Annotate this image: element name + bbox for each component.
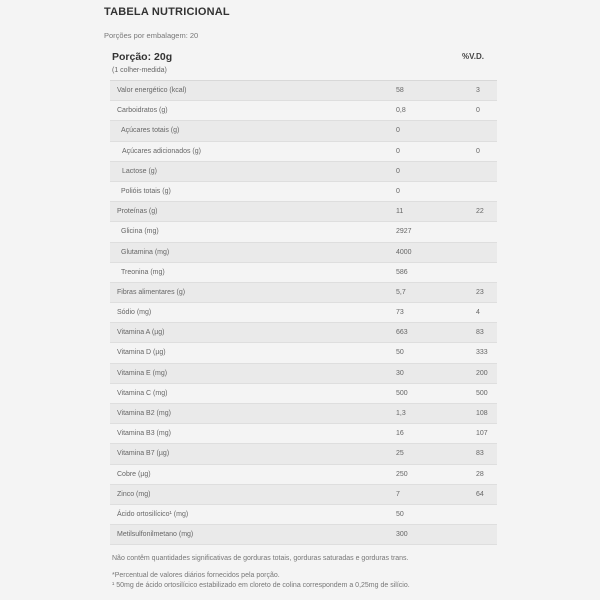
nutrient-name: Vitamina B2 (mg)	[117, 410, 171, 417]
table-row	[110, 283, 497, 303]
table-row	[110, 81, 497, 101]
daily-value-header: %V.D.	[462, 52, 484, 61]
table-row	[110, 384, 497, 404]
nutrient-name: Vitamina B3 (mg)	[117, 430, 171, 438]
table-row	[110, 263, 497, 283]
nutrient-amount: 1,3	[396, 410, 406, 417]
nutrient-amount: 25	[396, 450, 404, 458]
nutrient-amount: 2927	[396, 228, 412, 236]
nutrient-name: Sódio (mg)	[117, 309, 152, 317]
servings-per-package: Porções por embalagem: 20	[104, 31, 199, 40]
table-row	[110, 121, 497, 141]
nutrient-name: Vitamina E (mg)	[117, 369, 168, 377]
nutrient-name: Açúcares adicionados (g)	[122, 147, 201, 155]
nutrient-amount: 0	[396, 127, 400, 135]
table-row	[110, 323, 497, 343]
nutrient-amount: 500	[396, 389, 408, 397]
nutrient-daily-value: 107	[476, 430, 488, 438]
nutrient-amount: 4000	[396, 248, 412, 256]
nutrient-amount: 663	[396, 329, 408, 337]
nutrient-name: Polióis totais (g)	[121, 187, 171, 195]
nutrient-name: Carboidratos (g)	[117, 107, 168, 115]
nutrient-daily-value: 200	[476, 369, 488, 377]
nutrient-daily-value: 4	[476, 309, 480, 317]
nutrient-name: Zinco (mg)	[117, 490, 151, 498]
nutrient-daily-value: 28	[476, 470, 484, 478]
nutrient-daily-value: 83	[476, 450, 484, 458]
nutrient-amount: 11	[396, 208, 404, 216]
nutrient-daily-value: 23	[476, 288, 484, 296]
daily-value-footnote: *Percentual de valores diários fornecidos pela porção.	[112, 572, 280, 579]
table-row	[110, 343, 497, 363]
nutrient-name: Cobre (µg)	[117, 470, 151, 478]
nutrient-daily-value: 333	[476, 349, 488, 357]
nutrient-name: Lactose (g)	[122, 167, 158, 175]
nutrient-name: Treonina (mg)	[121, 268, 165, 276]
nutrient-amount: 73	[396, 309, 404, 317]
nutrient-daily-value: 0	[476, 107, 480, 115]
nutrient-daily-value: 22	[476, 208, 484, 216]
table-row	[110, 364, 497, 384]
nutrient-amount: 250	[396, 470, 408, 478]
nutrient-amount: 586	[396, 268, 408, 276]
nutrient-name: Fibras alimentares (g)	[117, 288, 186, 296]
table-row	[110, 182, 497, 202]
nutrient-name: Vitamina D (µg)	[117, 349, 166, 357]
portion-detail: (1 colher-medida)	[112, 67, 167, 74]
nutrient-name: Valor energético (kcal)	[117, 87, 187, 94]
nutrient-amount: 58	[396, 87, 404, 94]
nutrient-daily-value: 108	[476, 410, 488, 417]
table-row	[110, 202, 497, 222]
nutrient-daily-value: 64	[476, 490, 484, 498]
nutrient-name: Glicina (mg)	[121, 228, 159, 236]
nutrient-daily-value: 0	[476, 147, 480, 155]
nutrient-amount: 50	[396, 349, 404, 357]
table-row	[110, 424, 497, 444]
table-row	[110, 444, 497, 464]
portion-size: Porção: 20g	[112, 51, 173, 63]
nutrient-name: Vitamina A (µg)	[117, 329, 165, 337]
nutrient-amount: 300	[396, 531, 408, 539]
nutrition-table	[110, 80, 497, 545]
table-row	[110, 243, 497, 263]
nutrient-daily-value: 3	[476, 87, 480, 94]
nutrition-table-title: TABELA NUTRICIONAL	[104, 6, 230, 18]
nutrient-amount: 5,7	[396, 288, 406, 296]
table-row	[110, 101, 497, 121]
table-row	[110, 162, 497, 182]
table-row	[110, 525, 497, 545]
nutrient-amount: 0	[396, 147, 400, 155]
nutrient-amount: 0	[396, 187, 400, 195]
nutrient-daily-value: 83	[476, 329, 484, 337]
nutrient-name: Vitamina C (mg)	[117, 389, 168, 397]
silicon-footnote: ¹ 50mg de ácido ortosilícico estabilizado em cloreto de colina correspondem a 0,25mg de silício.	[112, 582, 410, 589]
nutrient-amount: 0,8	[396, 107, 406, 115]
nutrient-amount: 7	[396, 490, 400, 498]
nutrient-name: Vitamina B7 (µg)	[117, 450, 170, 458]
nutrient-name: Ácido ortosilícico¹ (mg)	[117, 510, 189, 518]
table-row	[110, 465, 497, 485]
nutrient-amount: 50	[396, 510, 404, 518]
table-row	[110, 142, 497, 162]
nutrient-name: Metilsulfonilmetano (mg)	[117, 531, 194, 539]
table-row	[110, 404, 497, 424]
nutrient-daily-value: 500	[476, 389, 488, 397]
table-row	[110, 222, 497, 242]
nutrient-amount: 30	[396, 369, 404, 377]
nutrient-name: Açúcares totais (g)	[121, 127, 180, 135]
not-significant-note: Não contêm quantidades significativas de gorduras totais, gorduras saturadas e gorduras trans.	[112, 555, 409, 562]
table-row	[110, 505, 497, 525]
table-row	[110, 303, 497, 323]
nutrient-name: Glutamina (mg)	[121, 248, 170, 256]
nutrient-amount: 16	[396, 430, 404, 438]
nutrient-amount: 0	[396, 167, 400, 175]
table-row	[110, 485, 497, 505]
nutrient-name: Proteínas (g)	[117, 208, 158, 216]
